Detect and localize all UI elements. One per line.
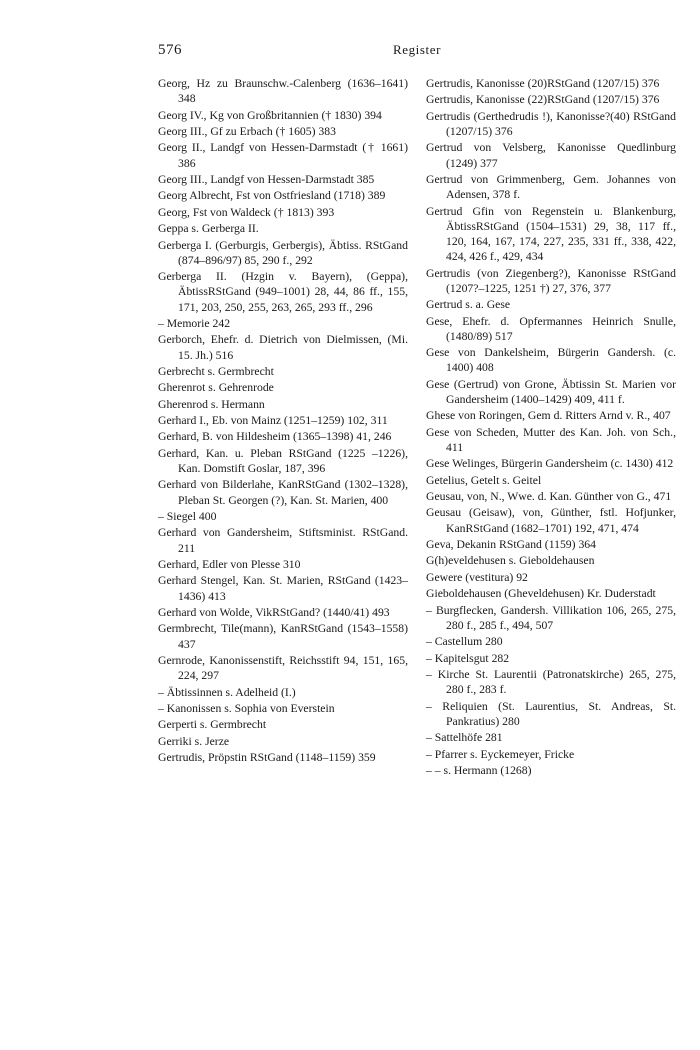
index-entry: Georg III., Landgf von Hessen-Darmstadt 385 — [158, 172, 375, 186]
index-entry: Gherenrot s. Gehrenrode — [158, 381, 274, 395]
index-entry: Gerhard, Kan. u. Pleban RStGand (1225 –1226), Kan. Domstift Goslar, 187, 396 — [158, 446, 408, 476]
index-entry: Gerhard Stengel, Kan. St. Marien, RStGand (1423–1436) 413 — [158, 574, 408, 603]
index-entry: Georg II., Landgf von Hessen-Darmstadt († 1661) 386 — [158, 141, 408, 170]
index-entry: Gese Welinges, Bürgerin Gandersheim (c. 1430) 412 — [426, 457, 674, 471]
index-entry: Georg, Hz zu Braunschw.-Calenberg (1636–1641) 348 — [158, 77, 408, 106]
index-entry: Gese von Scheden, Mutter des Kan. Joh. von Sch., 411 — [426, 425, 676, 454]
left-column — [158, 76, 408, 779]
index-entry: – Burgflecken, Gandersh. Villikation 106, 265, 275, 280 f., 285 f., 494, 507 — [426, 603, 676, 632]
index-entry: Georg IV., Kg von Großbritannien († 1830) 394 — [158, 108, 382, 122]
index-entry: Gerhard von Bilderlahe, KanRStGand (1302–1328), Pleban St. Georgen (?), Kan. St. Marien, 400 — [158, 478, 408, 507]
index-entry: Gerperti s. Germbrecht — [158, 718, 267, 732]
index-entry: – – s. Hermann (1268) — [426, 763, 532, 777]
index-entry: Gertrudis, Pröpstin RStGand (1148–1159) 359 — [158, 751, 376, 765]
index-entry: Gese (Gertrud) von Grone, Äbtissin St. Marien vor Gandersheim (1400–1429) 409, 411 f. — [426, 377, 676, 406]
index-entry: – Pfarrer s. Eyckemeyer, Fricke — [426, 747, 575, 761]
index-entry: Gerhard, Edler von Plesse 310 — [158, 558, 301, 572]
index-entry: Gertrud von Velsberg, Kanonisse Quedlinburg (1249) 377 — [426, 141, 676, 170]
index-entry: Gerhard von Gandersheim, Stiftsminist. RStGand. 211 — [158, 526, 408, 555]
index-entry: Germbrecht, Tile(mann), KanRStGand (1543–1558) 437 — [158, 622, 408, 651]
index-entry: – Sattelhöfe 281 — [426, 731, 503, 745]
index-entry: – Kirche St. Laurentii (Patronatskirche) 265, 275, 280 f., 283 f. — [426, 668, 676, 697]
index-entry: Geusau (Geisaw), von, Günther, fstl. Hofjunker, KanRStGand (1682–1701) 192, 471, 474 — [426, 506, 676, 535]
index-entry: Gieboldehausen (Gheveldehusen) Kr. Duderstadt — [426, 587, 656, 601]
index-entry: Gertrudis, Kanonisse (22)RStGand (1207/15) 376 — [426, 93, 660, 107]
index-entry: Gese, Ehefr. d. Opfermannes Heinrich Snulle, (1480/89) 517 — [426, 314, 676, 343]
index-entry: Gerhard, B. von Hildesheim (1365–1398) 41, 246 — [158, 430, 392, 444]
index-entry: Gerberga II. (Hzgin v. Bayern), (Geppa), ÄbtissRStGand (949–1001) 28, 44, 86 ff., 155, 171, 203, 250, 255, 263, 265, 293 ff., 296 — [158, 270, 408, 314]
index-entry: Gerborch, Ehefr. d. Dietrich von Dielmissen, (Mi. 15. Jh.) 516 — [158, 333, 408, 362]
index-entry: – Kapitelsgut 282 — [426, 651, 510, 665]
index-entry: Gerberga I. (Gerburgis, Gerbergis), Äbtiss. RStGand (874–896/97) 85, 290 f., 292 — [158, 238, 408, 267]
index-entry: Gertrud Gfin von Regenstein u. Blankenburg, ÄbtissRStGand (1504–1531) 29, 38, 117 ff., 120, 164, 167, 174, 227, 235, 331 ff., 338, 422, 424, 426 f., 429, 434 — [426, 204, 676, 264]
index-entry: Ghese von Roringen, Gem d. Ritters Arnd v. R., 407 — [426, 409, 671, 423]
index-entry: Geppa s. Gerberga II. — [158, 222, 259, 236]
index-entry: Geva, Dekanin RStGand (1159) 364 — [426, 538, 596, 552]
index-entry: Gernrode, Kanonissenstift, Reichsstift 94, 151, 165, 224, 297 — [158, 654, 408, 683]
index-entry: – Castellum 280 — [426, 635, 503, 649]
index-entry: Geusau, von, N., Wwe. d. Kan. Günther von G., 471 — [426, 490, 672, 504]
right-column — [426, 76, 676, 779]
index-entry: Gerriki s. Jerze — [158, 734, 230, 748]
index-entry: – Siegel 400 — [158, 510, 217, 524]
index-entry: Georg III., Gf zu Erbach († 1605) 383 — [158, 124, 336, 138]
index-entry: Georg, Fst von Waldeck († 1813) 393 — [158, 205, 335, 219]
index-columns — [158, 76, 676, 779]
index-entry: Gertrudis (von Ziegenberg?), Kanonisse RStGand (1207?–1225, 1251 †) 27, 376, 377 — [426, 266, 676, 295]
index-entry: Gherenrod s. Hermann — [158, 397, 265, 411]
running-head: Register — [392, 42, 442, 57]
index-entry: – Memorie 242 — [158, 316, 231, 330]
index-entry: Georg Albrecht, Fst von Ostfriesland (1718) 389 — [158, 189, 386, 203]
index-entry: Gerhard I., Eb. von Mainz (1251–1259) 102, 311 — [158, 414, 388, 428]
page-header — [158, 42, 676, 76]
index-entry: – Äbtissinnen s. Adelheid (I.) — [158, 685, 296, 699]
index-entry: Gertrud von Grimmenberg, Gem. Johannes von Adensen, 378 f. — [426, 172, 676, 202]
index-entry: Gese von Dankelsheim, Bürgerin Gandersh. (c. 1400) 408 — [426, 346, 676, 375]
index-entry: – Kanonissen s. Sophia von Everstein — [158, 701, 335, 715]
index-entry: – Reliquien (St. Laurentius, St. Andreas, St. Pankratius) 280 — [426, 699, 676, 728]
index-entry: Gewere (vestitura) 92 — [426, 570, 528, 584]
index-entry: G(h)eveldehusen s. Gieboldehausen — [426, 554, 595, 568]
index-entry: Gertrudis (Gerthedrudis !), Kanonisse?(40) RStGand (1207/15) 376 — [426, 109, 676, 138]
page-number: 576 — [158, 42, 182, 58]
index-entry: Gerbrecht s. Germbrecht — [158, 364, 274, 378]
index-entry: Gertrudis, Kanonisse (20)RStGand (1207/15) 376 — [426, 77, 660, 90]
index-entry: Getelius, Getelt s. Geitel — [426, 473, 542, 487]
index-entry: Gerhard von Wolde, VikRStGand? (1440/41) 493 — [158, 606, 390, 620]
index-entry: Gertrud s. a. Gese — [426, 298, 511, 312]
